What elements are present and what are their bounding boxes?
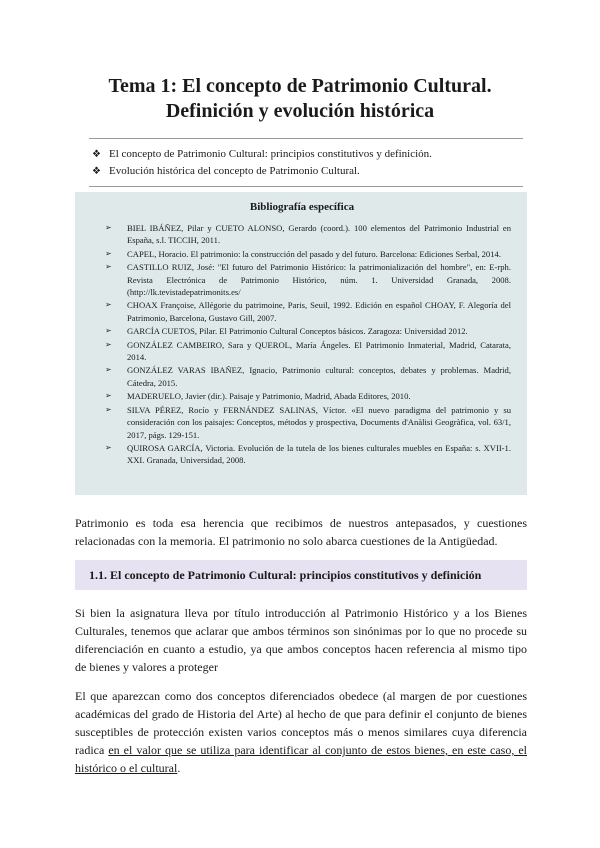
bibliography-entry: ➢ MADERUELO, Javier (dir.). Paisaje y Patrimonio, Madrid, Abada Editores, 2010. (93, 390, 511, 402)
arrow-bullet-icon: ➢ (105, 326, 112, 336)
bibliography-entry: ➢ CHOAX Françoise, Allégorie du patrimoine, Paris, Seuil, 1992. Edición en español CHOAY, F. Alegoría del Patrimonio, Barcelona, Gustavo Gill, 2007. (93, 299, 511, 324)
title-line-2: Definición y evolución histórica (165, 100, 435, 122)
arrow-bullet-icon: ➢ (105, 300, 112, 310)
paragraph-2-end: . (177, 761, 181, 775)
body-paragraph-2 (75, 687, 527, 777)
arrow-bullet-icon: ➢ (105, 365, 112, 375)
topic-list (92, 146, 522, 180)
topic-text: El concepto de Patrimonio Cultural: principios constitutivos y definición. (109, 148, 432, 160)
arrow-bullet-icon: ➢ (105, 262, 112, 272)
bibliography-entry: ➢ QUIROSA GARCÍA, Victoria. Evolución de la tutela de los bienes culturales muebles en España: s. XVII-1. XXI. Granada, Universidad, 2008. (93, 442, 511, 467)
divider-bottom (89, 186, 523, 187)
bibliography-box (75, 192, 527, 495)
bibliography-entry: ➢ CASTILLO RUIZ, José: "El futuro del Patrimonio Histórico: la patrimonialización del hombre", en: E-rph. Revista Electrónica de Patrimonio Histórico, núm. 1. Universidad Granada, 2008. (http://lk.tevistadepatrimonits.es/ (93, 261, 511, 298)
bibliography-entry: ➢ SILVA PÉREZ, Rocío y FERNÁNDEZ SALINAS, Víctor. «El nuevo paradigma del patrimonio y su consideración con los paisajes: Conceptos, métodos y prospectiva, Documents d'Anàlisi Geogràfica, vol. 63/1, 2017, págs. 129-151. (93, 404, 511, 441)
title-line-1: Tema 1: El concepto de Patrimonio Cultural. (108, 75, 492, 97)
divider-top (89, 138, 523, 139)
topic-text: Evolución histórica del concepto de Patrimonio Cultural. (109, 165, 360, 177)
arrow-bullet-icon: ➢ (105, 404, 112, 414)
page-title (60, 74, 540, 124)
paragraph-2-text: El que aparezcan como dos conceptos diferenciados obedece (al margen de por cuestiones académicas del grado de Historia del Arte) al hecho de que para definir el conjunto de bienes susceptibles de protección existen varios conceptos más o menos similares cuya diferencia radica (75, 689, 527, 757)
section-heading: 1.1. El concepto de Patrimonio Cultural: principios constitutivos y definición (75, 560, 527, 590)
arrow-bullet-icon: ➢ (105, 339, 112, 349)
intro-paragraph: Patrimonio es toda esa herencia que recibimos de nuestros antepasados, y cuestiones relacionadas con la memoria. El patrimonio no solo abarca cuestiones de la Antigüedad. (75, 516, 527, 548)
arrow-bullet-icon: ➢ (105, 223, 112, 232)
arrow-bullet-icon: ➢ (105, 391, 112, 401)
diamond-bullet-icon: ❖ (92, 149, 101, 160)
bibliography-entry: ➢ GONZÁLEZ VARAS IBAÑEZ, Ignacio, Patrimonio cultural: conceptos, debates y problemas. Madrid, Cátedra, 2015. (93, 364, 511, 389)
bibliography-entry: ➢ BIEL IBÁÑEZ, Pilar y CUETO ALONSO, Gerardo (coord.). 100 elementos del Patrimonio Industrial en España, s.l. TICCIH, 2011. (93, 222, 511, 247)
bibliography-entry: ➢ GARCÍA CUETOS, Pilar. El Patrimonio Cultural Conceptos básicos. Zaragoza: Universidad 2012. (93, 325, 511, 337)
arrow-bullet-icon: ➢ (105, 442, 112, 452)
bibliography-entry: ➢ GONZÁLEZ CAMBEIRO, Sara y QUEROL, María Ángeles. El Patrimonio Inmaterial, Madrid, Catarata, 2014. (93, 339, 511, 364)
underlined-phrase: en el valor que se utiliza para identificar al conjunto de estos bienes, en este caso, el histórico o el cultural (75, 743, 527, 775)
bibliography-entry: ➢ CAPEL, Horacio. El patrimonio: la construcción del pasado y del futuro. Barcelona: Ediciones Serbal, 2014. (93, 248, 511, 260)
topic-item (92, 163, 522, 180)
arrow-bullet-icon: ➢ (105, 248, 112, 258)
body-paragraph-1: Si bien la asignatura lleva por título introducción al Patrimonio Histórico y a los Bienes Culturales, tenemos que aclarar que ambos términos son sinónimas por lo que no procede su diferenciación en cuanto a estudio, ya que ambos conceptos hacen referencia al mismo tipo de bienes y valores a proteger (75, 606, 527, 674)
topic-item (92, 146, 522, 163)
diamond-bullet-icon: ❖ (92, 166, 101, 177)
bibliography-heading: Bibliografía específica (249, 201, 355, 213)
